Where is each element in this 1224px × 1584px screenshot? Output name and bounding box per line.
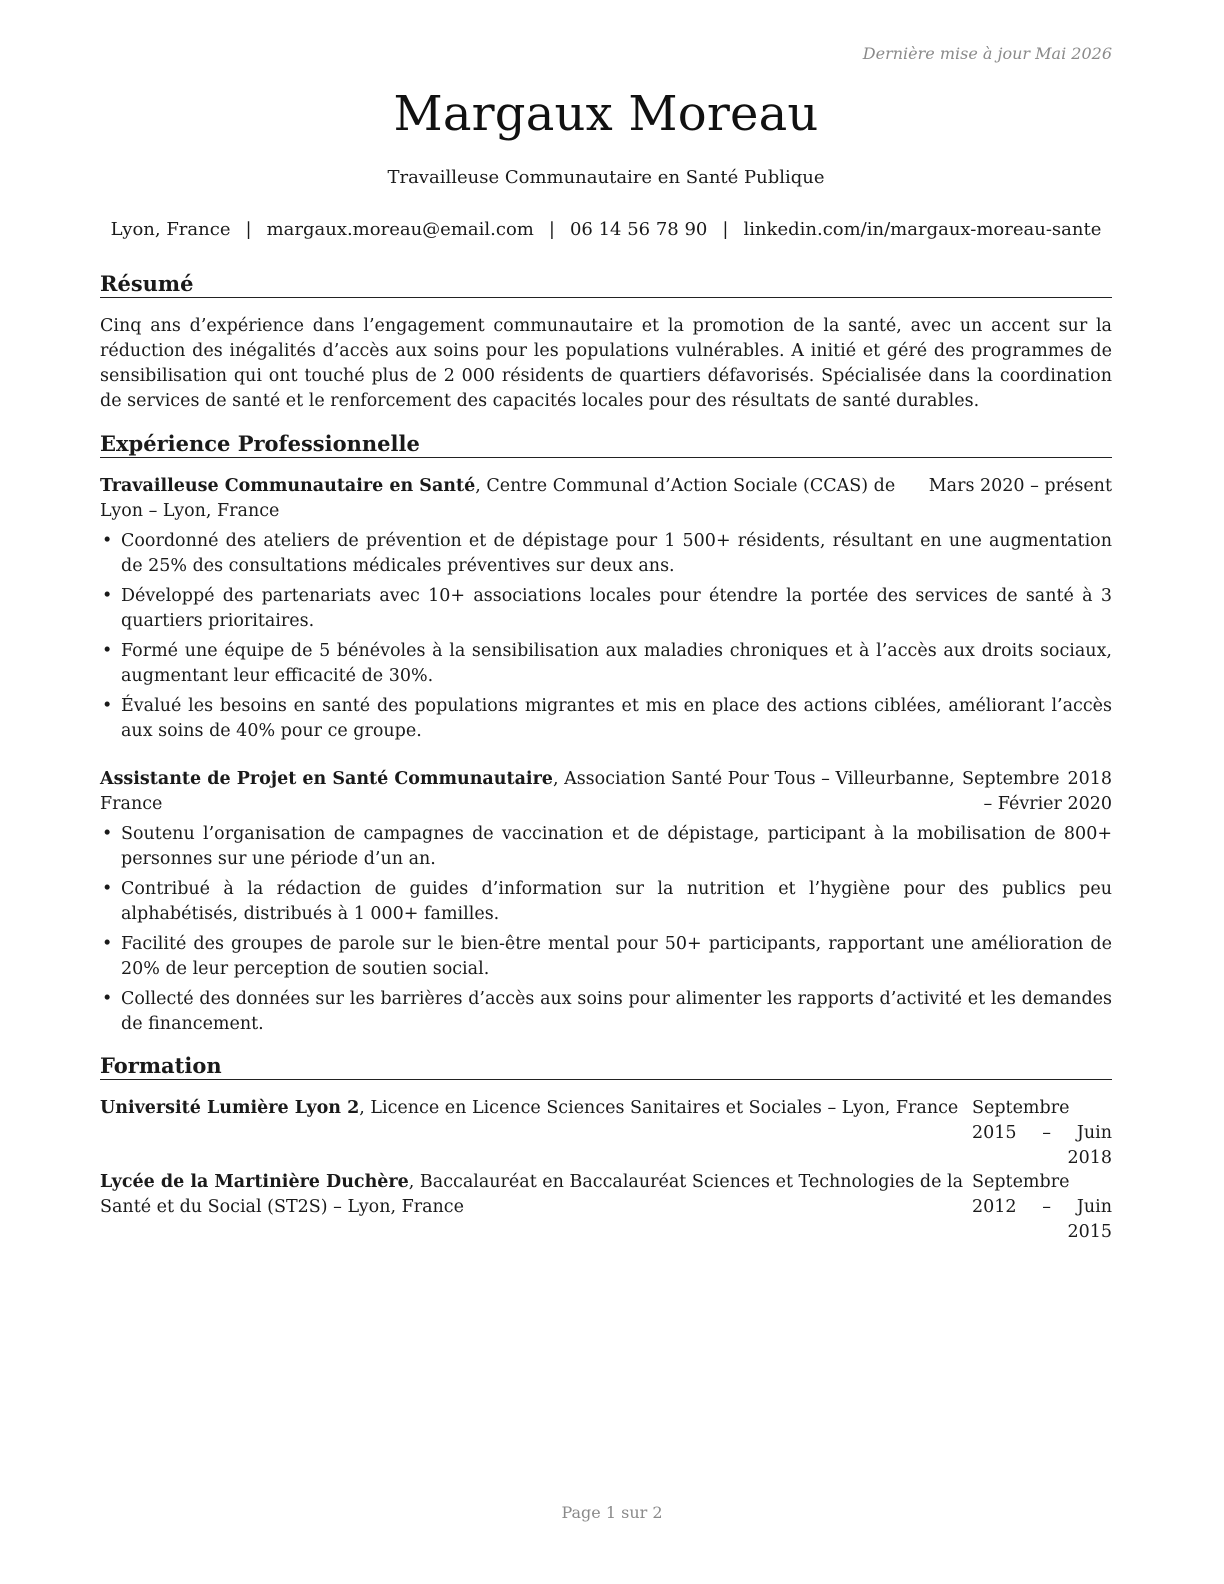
education-detail: , Baccalauréat en Baccalauréat Sciences et Technologies de la Santé et du Social (ST2S) – Lyon, France bbox=[100, 1172, 964, 1217]
section-heading-education: Formation bbox=[100, 1053, 1112, 1080]
job-dates: Mars 2020 – présent bbox=[928, 476, 1112, 496]
bullet-icon: • bbox=[102, 879, 113, 899]
education-school: Université Lumière Lyon 2 bbox=[100, 1098, 360, 1118]
bullet-icon: • bbox=[102, 696, 113, 716]
job-header bbox=[100, 474, 1112, 524]
job-title-line bbox=[100, 476, 895, 521]
job-bullet-list bbox=[100, 822, 1112, 1042]
education-detail: , Licence en Licence Sciences Sanitaires et Sociales – Lyon, France bbox=[359, 1098, 959, 1118]
contact-separator: | bbox=[722, 219, 729, 240]
job-organization: , Centre Communal d’Action Sociale (CCAS) de Lyon – Lyon, France bbox=[100, 476, 896, 521]
job-role: Travailleuse Communautaire en Santé bbox=[100, 476, 476, 496]
list-item bbox=[100, 932, 1112, 982]
summary-text: Cinq ans d’expérience dans l’engagement communautaire et la promotion de la santé, avec un accent sur la réduction des inégalités d’accès aux soins pour les populations vulnérables. A initié et géré des programmes de sensibilisation qui ont touché plus de 2 000 résidents de quartiers défavorisés. Spécialisée dans la coordination de services de santé et le renforcement des capacités locales pour des résultats de santé durables. bbox=[100, 316, 1112, 411]
list-item bbox=[100, 584, 1112, 634]
bullet-text: Évalué les besoins en santé des populations migrantes et mis en place des actions ciblées, améliorant l’accès aux soins de 40% pour ce groupe. bbox=[121, 696, 1112, 741]
job-organization: , Association Santé Pour Tous – Villeurbanne, France bbox=[100, 769, 955, 814]
contact-separator: | bbox=[245, 219, 252, 240]
bullet-text: Collecté des données sur les barrières d’accès aux soins pour alimenter les rapports d’activité et les demandes de financement. bbox=[121, 989, 1112, 1034]
bullet-text: Développé des partenariats avec 10+ associations locales pour étendre la portée des services de santé à 3 quartiers prioritaires. bbox=[121, 586, 1112, 631]
job-title-line bbox=[100, 769, 955, 814]
job-header bbox=[100, 767, 1112, 817]
list-item bbox=[100, 529, 1112, 579]
last-updated-note: Dernière mise à jour Mai 2026 bbox=[862, 44, 1112, 63]
education-title-line bbox=[100, 1098, 958, 1118]
section-heading-experience: Expérience Professionnelle bbox=[100, 431, 1112, 458]
bullet-icon: • bbox=[102, 824, 113, 844]
education-entry bbox=[100, 1170, 1112, 1245]
candidate-title: Travailleuse Communautaire en Santé Publique bbox=[387, 167, 825, 188]
education-school: Lycée de la Martinière Duchère bbox=[100, 1172, 409, 1192]
bullet-text: Facilité des groupes de parole sur le bien-être mental pour 50+ participants, rapportant une amélioration de 20% de leur perception de soutien social. bbox=[121, 934, 1112, 979]
education-entry bbox=[100, 1096, 1112, 1171]
list-item bbox=[100, 987, 1112, 1037]
bullet-icon: • bbox=[102, 641, 113, 661]
list-item bbox=[100, 639, 1112, 689]
job-dates: Septembre 2018 – Février 2020 bbox=[962, 769, 1112, 814]
bullet-icon: • bbox=[102, 531, 113, 551]
job-bullet-list bbox=[100, 529, 1112, 749]
education-dates: Septembre 2015 – Juin 2018 bbox=[972, 1098, 1112, 1168]
page-number: Page 1 sur 2 bbox=[561, 1503, 663, 1522]
bullet-icon: • bbox=[102, 934, 113, 954]
contact-email[interactable]: margaux.moreau@email.com bbox=[266, 219, 534, 240]
contact-location: Lyon, France bbox=[110, 219, 231, 240]
contact-line bbox=[100, 219, 1112, 240]
list-item bbox=[100, 877, 1112, 927]
contact-linkedin[interactable]: linkedin.com/in/margaux-moreau-sante bbox=[743, 219, 1102, 240]
bullet-text: Coordonné des ateliers de prévention et de dépistage pour 1 500+ résidents, résultant en une augmentation de 25% des consultations médicales préventives sur deux ans. bbox=[121, 531, 1112, 576]
bullet-text: Soutenu l’organisation de campagnes de vaccination et de dépistage, participant à la mobilisation de 800+ personnes sur une période d’un an. bbox=[121, 824, 1112, 869]
list-item bbox=[100, 822, 1112, 872]
job-role: Assistante de Projet en Santé Communautaire bbox=[100, 769, 553, 789]
bullet-icon: • bbox=[102, 989, 113, 1009]
contact-phone: 06 14 56 78 90 bbox=[569, 219, 708, 240]
contact-separator: | bbox=[548, 219, 555, 240]
bullet-text: Contribué à la rédaction de guides d’information sur la nutrition et l’hygiène pour des publics peu alphabétisés, distribués à 1 000+ familles. bbox=[121, 879, 1112, 924]
bullet-icon: • bbox=[102, 586, 113, 606]
education-dates: Septembre 2012 – Juin 2015 bbox=[972, 1172, 1112, 1242]
bullet-text: Formé une équipe de 5 bénévoles à la sensibilisation aux maladies chroniques et à l’accès aux droits sociaux, augmentant leur efficacité de 30%. bbox=[121, 641, 1112, 686]
education-title-line bbox=[100, 1172, 963, 1217]
candidate-name: Margaux Moreau bbox=[393, 86, 819, 142]
section-heading-summary: Résumé bbox=[100, 271, 1112, 298]
list-item bbox=[100, 694, 1112, 744]
